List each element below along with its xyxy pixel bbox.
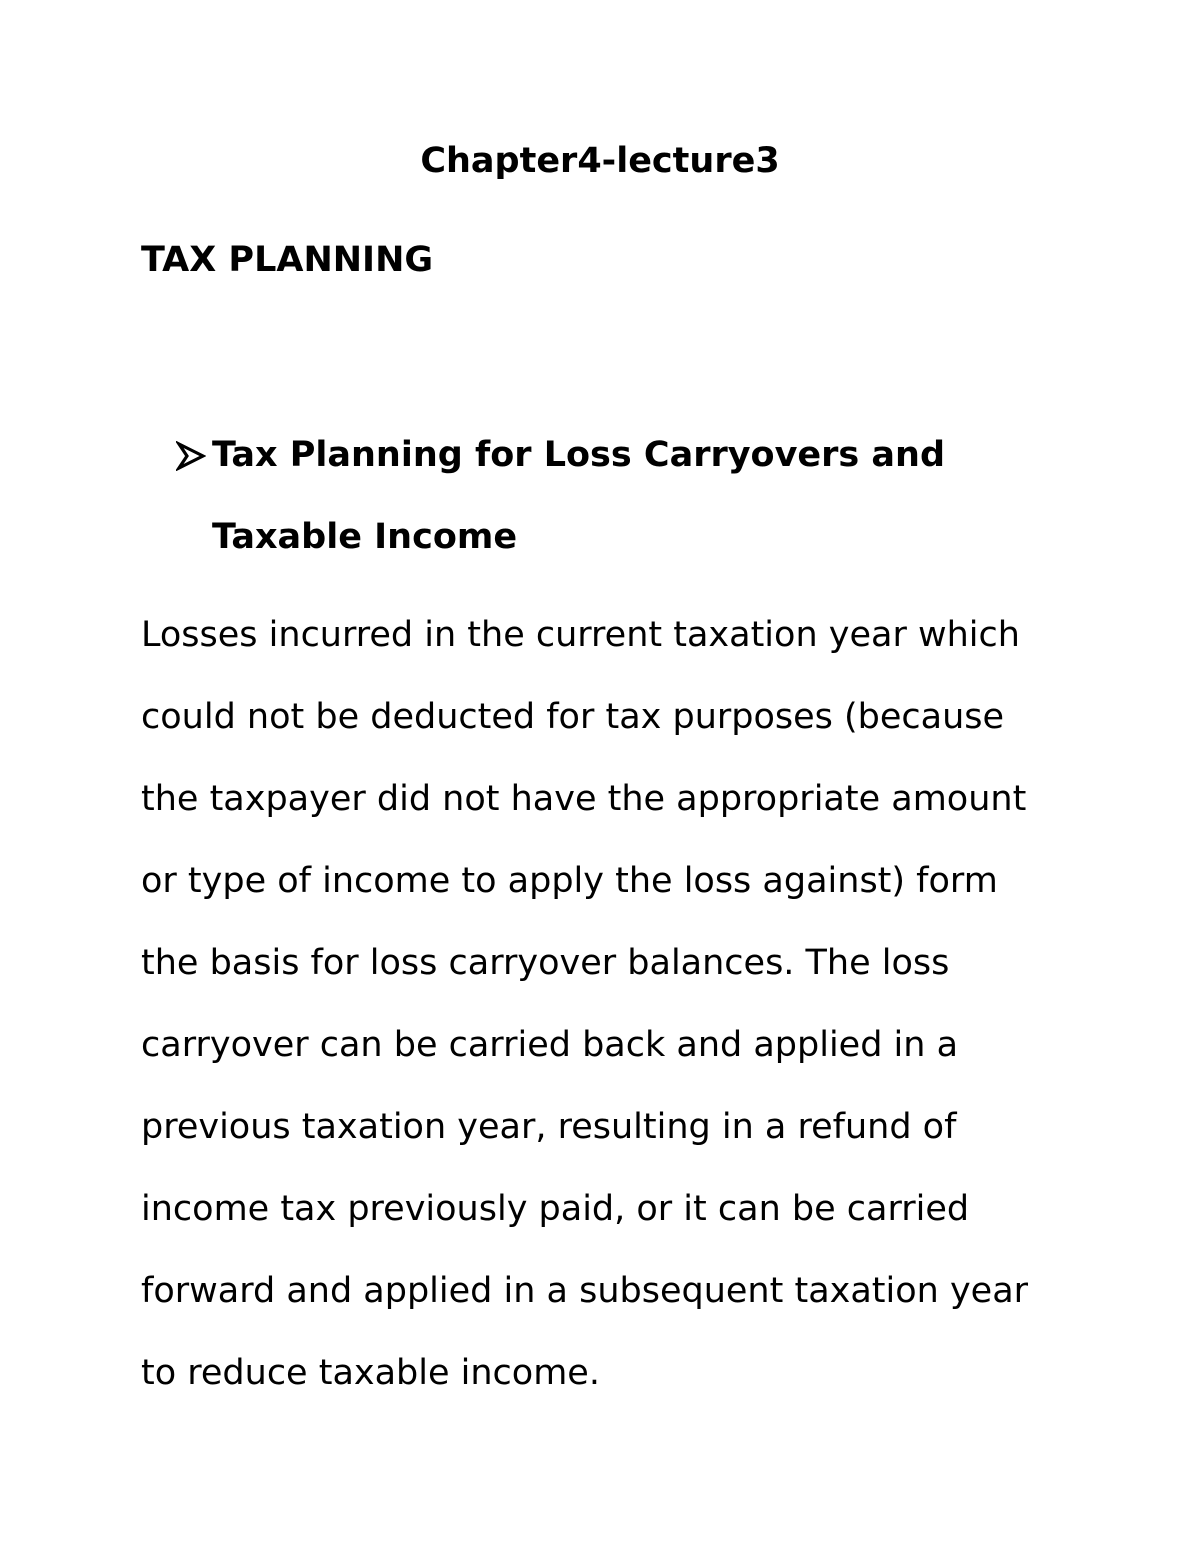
chapter-title: Chapter4-lecture3	[420, 141, 780, 181]
bullet-heading: Tax Planning for Loss Carryovers and Taxable Income	[212, 435, 946, 557]
arrow-bullet-icon	[176, 441, 206, 471]
section-heading: TAX PLANNING	[141, 240, 434, 280]
body-paragraph: Losses incurred in the current taxation year which could not be deducted for tax purposes (because the taxpayer did not have the appropriate amount or type of income to apply the loss against) form the basis for loss carryover balances. The loss carryover can be carried back and applied in a previous taxation year, resulting in a refund of income tax previously paid, or it can be carried forward and applied in a subsequent taxation year to reduce taxable income.	[141, 615, 1029, 1393]
